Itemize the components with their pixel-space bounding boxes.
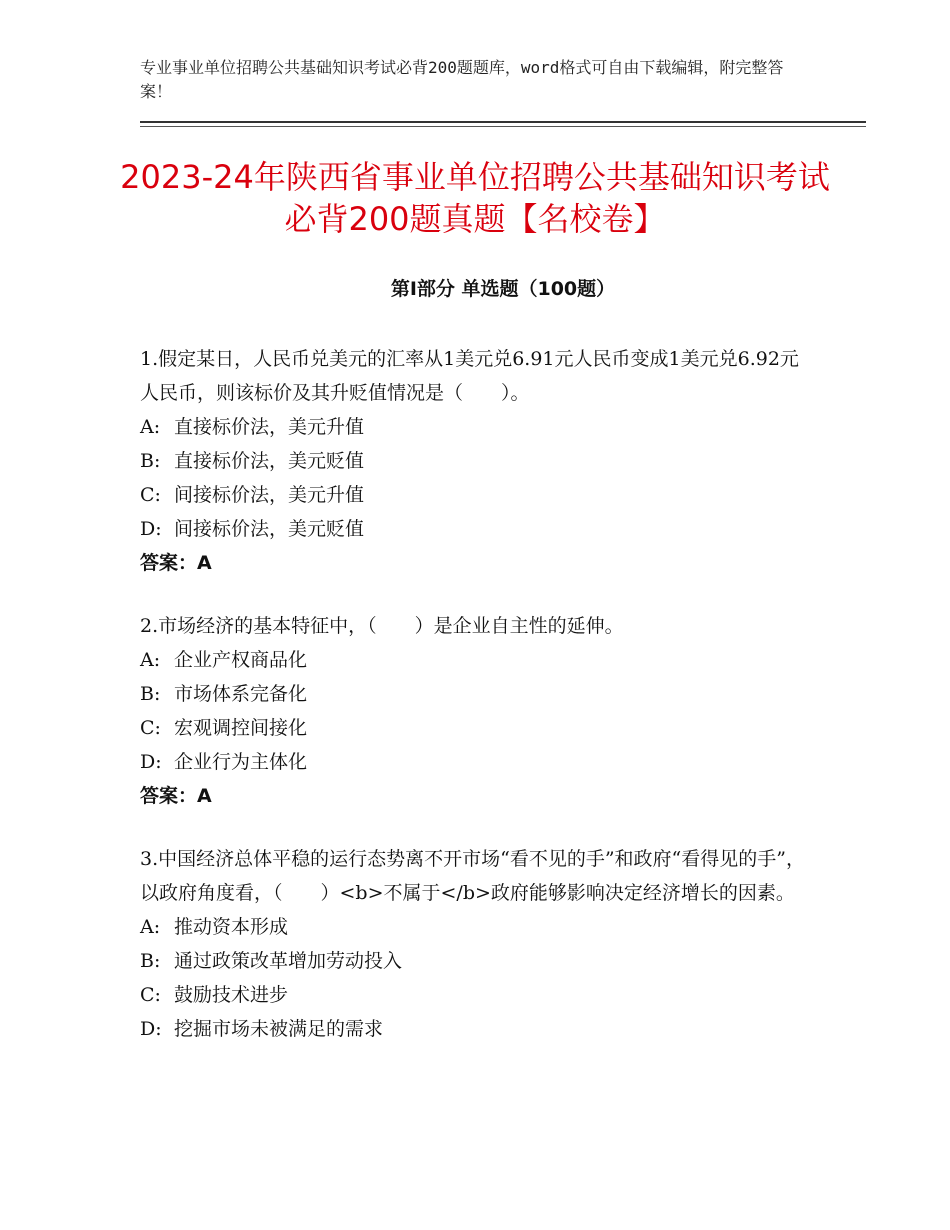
option-text: 直接标价法，美元升值	[174, 416, 365, 438]
question-stem: 2.市场经济的基本特征中，（ ）是企业自主性的延伸。	[140, 615, 624, 637]
answer-label: 答案：A	[140, 552, 212, 574]
option-text: 间接标价法，美元贬值	[174, 518, 365, 540]
option-text: 间接标价法，美元升值	[174, 484, 365, 506]
question-stem: 3.中国经济总体平稳的运行态势离不开市场“看不见的手”和政府“看得见的手”，以政府角度看，（ ）<b>不属于</b>政府能够影响决定经济增长的因素。	[140, 848, 805, 904]
option-letter: C:	[140, 484, 161, 506]
option-text: 直接标价法，美元贬值	[174, 450, 365, 472]
option-letter: D:	[140, 518, 162, 540]
option-text: 推动资本形成	[174, 916, 289, 938]
option-c	[140, 478, 810, 512]
question-stem: 1.假定某日，人民币兑美元的汇率从1美元兑6.91元人民币变成1美元兑6.92元人民币，则该标价及其升贬值情况是（ ）。	[140, 348, 799, 404]
option-text: 鼓励技术进步	[174, 984, 289, 1006]
option-text: 挖掘市场未被满足的需求	[174, 1018, 384, 1040]
section-heading: 第Ⅰ部分 单选题（100题）	[390, 278, 616, 300]
answer-label: 答案：A	[140, 785, 212, 807]
option-letter: D:	[140, 751, 162, 773]
option-letter: C:	[140, 717, 161, 739]
question-3	[140, 842, 810, 1046]
option-b	[140, 444, 810, 478]
question-list	[140, 342, 810, 1075]
option-text: 市场体系完备化	[174, 683, 308, 705]
option-letter: D:	[140, 1018, 162, 1040]
question-1	[140, 342, 810, 580]
header-divider-thick	[140, 121, 866, 123]
option-letter: C:	[140, 984, 161, 1006]
option-letter: B:	[140, 950, 161, 972]
option-a	[140, 410, 810, 444]
option-d	[140, 745, 810, 779]
option-text: 通过政策改革增加劳动投入	[174, 950, 403, 972]
question-2	[140, 609, 810, 813]
option-letter: A:	[140, 416, 161, 438]
option-letter: B:	[140, 450, 161, 472]
option-a	[140, 643, 810, 677]
header-divider-thin	[140, 126, 866, 127]
option-c	[140, 978, 810, 1012]
option-c	[140, 711, 810, 745]
header-note: 专业事业单位招聘公共基础知识考试必背200题题库，word格式可自由下载编辑，附完整答案！	[140, 58, 784, 101]
option-letter: B:	[140, 683, 161, 705]
option-b	[140, 944, 810, 978]
option-text: 企业产权商品化	[174, 649, 308, 671]
option-text: 宏观调控间接化	[174, 717, 308, 739]
document-title: 2023-24年陕西省事业单位招聘公共基础知识考试必背200题真题【名校卷】	[120, 158, 830, 238]
option-b	[140, 677, 810, 711]
option-letter: A:	[140, 916, 161, 938]
option-d	[140, 512, 810, 546]
option-a	[140, 910, 810, 944]
option-d	[140, 1012, 810, 1046]
option-text: 企业行为主体化	[174, 751, 308, 773]
option-letter: A:	[140, 649, 161, 671]
